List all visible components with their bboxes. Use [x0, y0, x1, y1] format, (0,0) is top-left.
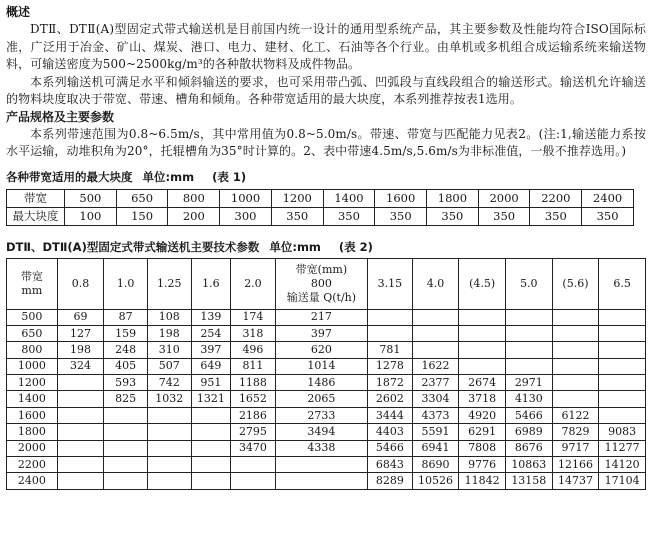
table2-capacity-cell: 1032	[147, 391, 191, 407]
table2-capacity-cell: 8690	[412, 457, 459, 473]
table2-capacity-cell	[599, 309, 646, 325]
table-row	[7, 375, 646, 391]
table2-capacity-cell	[459, 325, 506, 341]
table2-capacity-cell: 4130	[505, 391, 552, 407]
table2-capacity-cell: 3494	[275, 424, 367, 440]
table-row	[7, 325, 646, 341]
table2-capacity-cell: 825	[104, 391, 148, 407]
table2-capacity-cell: 2971	[505, 375, 552, 391]
table2-capacity-cell	[552, 391, 599, 407]
table2-capacity-cell: 217	[275, 309, 367, 325]
overview-paragraph-2: 本系列输送机可满足水平和倾斜输送的要求，也可采用带凸弧、凹弧段与直线段组合的输送形式。输送机允许输送的物料块度取决于带宽、带速、槽角和倾角。各种带宽适用的最大块度，本系列推荐按表1选用。	[6, 74, 646, 106]
table2-capacity-cell: 397	[191, 342, 231, 358]
table2-capacity-cell	[459, 358, 506, 374]
max-lump-size-table	[6, 189, 634, 226]
table2-capacity-cell	[104, 440, 148, 456]
table2-middle-header-line: 输送量 Q(t/h)	[286, 290, 357, 304]
table2-capacity-cell	[191, 440, 231, 456]
table2-capacity-cell	[104, 424, 148, 440]
table1-width-cell: 1200	[271, 189, 323, 207]
table2-capacity-cell: 11277	[599, 440, 646, 456]
table2-capacity-cell	[459, 342, 506, 358]
table2-capacity-cell: 8289	[368, 473, 413, 489]
table2-capacity-cell	[552, 325, 599, 341]
table1-width-cell: 1800	[427, 189, 479, 207]
table2-belt-width-cell: 500	[7, 309, 58, 325]
table2-belt-width-cell: 650	[7, 325, 58, 341]
spec-paragraph: 本系列带速范围为0.8~6.5m/s，其中常用值为0.8~5.0m/s。带速、带宽与匹配能力见表2。(注:1,输送能力系按水平运输，动堆积角为20°，托辊槽角为35°时计算的。2、表中带速4.5m/s,5.6m/s为非标准值，一般不推荐选用。)	[6, 126, 646, 158]
table2-speed-header: 2.0	[231, 258, 276, 309]
table2-middle-header	[275, 258, 367, 309]
table1-size-cell: 350	[530, 207, 582, 225]
table-row	[7, 342, 646, 358]
technical-parameters-table	[6, 258, 646, 490]
table2-capacity-cell	[459, 309, 506, 325]
table2-belt-width-cell: 1400	[7, 391, 58, 407]
table1-width-cell: 1000	[220, 189, 272, 207]
table2-capacity-cell	[368, 309, 413, 325]
table2-caption-line	[6, 239, 646, 255]
table2-caption: DTⅡ、DTⅡ(A)型固定式带式输送机主要技术参数	[6, 239, 260, 254]
table2-capacity-cell: 14120	[599, 457, 646, 473]
table1-unit: 单位:mm	[142, 169, 195, 184]
table2-speed-header: (4.5)	[459, 258, 506, 309]
table2-capacity-cell: 405	[104, 358, 148, 374]
table2-capacity-cell	[505, 325, 552, 341]
table2-capacity-cell	[57, 391, 104, 407]
table2-capacity-cell: 2674	[459, 375, 506, 391]
table2-capacity-cell	[368, 325, 413, 341]
table2-capacity-cell: 1872	[368, 375, 413, 391]
table2-capacity-cell	[57, 473, 104, 489]
table2-capacity-cell	[147, 424, 191, 440]
table2-capacity-cell: 4920	[459, 407, 506, 423]
table2-capacity-cell	[505, 309, 552, 325]
table2-corner-header: 带宽 mm	[7, 258, 58, 309]
table2-capacity-cell: 139	[191, 309, 231, 325]
table2-capacity-cell	[599, 391, 646, 407]
table2-capacity-cell: 781	[368, 342, 413, 358]
table2-capacity-cell	[599, 358, 646, 374]
table2-capacity-cell: 324	[57, 358, 104, 374]
table2-capacity-cell	[57, 375, 104, 391]
table2-speed-header: (5.6)	[552, 258, 599, 309]
table2-belt-width-cell: 2400	[7, 473, 58, 489]
table1-caption-line	[6, 169, 646, 185]
table2-capacity-cell	[599, 342, 646, 358]
table1-width-row	[7, 189, 634, 207]
table2-capacity-cell	[275, 457, 367, 473]
table2-capacity-cell: 14737	[552, 473, 599, 489]
table2-speed-header: 6.5	[599, 258, 646, 309]
table2-middle-header-line: 800	[310, 276, 332, 290]
table2-capacity-cell	[412, 309, 459, 325]
table2-capacity-cell	[191, 457, 231, 473]
table2-capacity-cell	[57, 407, 104, 423]
table2-capacity-cell: 811	[231, 358, 276, 374]
table1-width-cell: 800	[168, 189, 220, 207]
table2-capacity-cell: 6941	[412, 440, 459, 456]
table2-capacity-cell: 87	[104, 309, 148, 325]
table-row	[7, 391, 646, 407]
table1-row-label: 带宽	[7, 189, 65, 207]
table2-belt-width-cell: 1200	[7, 375, 58, 391]
table2-capacity-cell	[147, 473, 191, 489]
table2-capacity-cell: 2186	[231, 407, 276, 423]
table2-speed-header: 5.0	[505, 258, 552, 309]
table2-capacity-cell: 6843	[368, 457, 413, 473]
table2-belt-width-cell: 1600	[7, 407, 58, 423]
table2-capacity-cell: 69	[57, 309, 104, 325]
table2-capacity-cell: 9776	[459, 457, 506, 473]
table2-capacity-cell: 1188	[231, 375, 276, 391]
table2-capacity-cell: 4338	[275, 440, 367, 456]
table2-capacity-cell: 5591	[412, 424, 459, 440]
table2-capacity-cell: 1622	[412, 358, 459, 374]
table2-capacity-cell: 248	[104, 342, 148, 358]
table1-width-cell: 2000	[478, 189, 530, 207]
table2-capacity-cell: 496	[231, 342, 276, 358]
table1-size-cell: 350	[478, 207, 530, 225]
table2-capacity-cell	[104, 457, 148, 473]
table2-capacity-cell: 1014	[275, 358, 367, 374]
table2-capacity-cell	[552, 358, 599, 374]
table2-capacity-cell	[147, 440, 191, 456]
table2-capacity-cell: 198	[147, 325, 191, 341]
overview-paragraph-1: DTⅡ、DTⅡ(A)型固定式带式输送机是目前国内统一设计的通用型系统产品，其主要参数及性能均符合ISO国际标准，广泛用于冶金、矿山、煤炭、港口、电力、建材、化工、石油等各个行业。由单机或多机组合成运输系统来输送物料，可输送密度为500~2500kg/m³的各种散状物料及成件物品。	[6, 22, 646, 71]
table2-capacity-cell	[412, 342, 459, 358]
table2-capacity-cell: 3470	[231, 440, 276, 456]
table-row	[7, 473, 646, 489]
table2-capacity-cell: 742	[147, 375, 191, 391]
table2-capacity-cell	[231, 457, 276, 473]
table2-speed-header: 0.8	[57, 258, 104, 309]
table2-capacity-cell: 2065	[275, 391, 367, 407]
table1-size-cell: 300	[220, 207, 272, 225]
table2-capacity-cell	[505, 358, 552, 374]
table2-capacity-cell	[599, 325, 646, 341]
table2-capacity-cell: 7829	[552, 424, 599, 440]
table1-size-cell: 100	[65, 207, 117, 225]
table2-capacity-cell	[505, 342, 552, 358]
table2-capacity-cell: 4373	[412, 407, 459, 423]
table2-capacity-cell	[57, 440, 104, 456]
table2-belt-width-cell: 2000	[7, 440, 58, 456]
table2-capacity-cell: 397	[275, 325, 367, 341]
table2-capacity-cell: 593	[104, 375, 148, 391]
table2-capacity-cell: 13158	[505, 473, 552, 489]
table2-capacity-cell: 310	[147, 342, 191, 358]
table2-capacity-cell: 17104	[599, 473, 646, 489]
table2-capacity-cell	[57, 424, 104, 440]
table2-middle-header-line: 带宽(mm)	[295, 262, 348, 276]
table2-capacity-cell: 649	[191, 358, 231, 374]
table2-capacity-cell: 6989	[505, 424, 552, 440]
table-row	[7, 457, 646, 473]
table2-capacity-cell: 1486	[275, 375, 367, 391]
table1-size-row	[7, 207, 634, 225]
table2-belt-width-cell: 1800	[7, 424, 58, 440]
table2-capacity-cell: 3718	[459, 391, 506, 407]
table2-speed-header: 3.15	[368, 258, 413, 309]
table2-capacity-cell: 127	[57, 325, 104, 341]
overview-heading: 概述	[6, 5, 31, 19]
table2-capacity-cell: 9083	[599, 424, 646, 440]
table2-capacity-cell	[57, 457, 104, 473]
table2-capacity-cell: 12166	[552, 457, 599, 473]
table1-tag: (表 1)	[212, 169, 247, 184]
table2-capacity-cell: 254	[191, 325, 231, 341]
table1-width-cell: 500	[65, 189, 117, 207]
table2-capacity-cell: 1321	[191, 391, 231, 407]
table1-size-cell: 200	[168, 207, 220, 225]
table2-capacity-cell: 8676	[505, 440, 552, 456]
table2-capacity-cell	[191, 424, 231, 440]
table2-capacity-cell: 10526	[412, 473, 459, 489]
table1-size-cell: 350	[375, 207, 427, 225]
table2-capacity-cell	[104, 407, 148, 423]
table1-size-cell: 350	[271, 207, 323, 225]
table2-speed-header: 1.25	[147, 258, 191, 309]
table2-capacity-cell	[104, 473, 148, 489]
table2-capacity-cell	[412, 325, 459, 341]
table2-capacity-cell: 7808	[459, 440, 506, 456]
table2-capacity-cell: 11842	[459, 473, 506, 489]
table2-capacity-cell	[599, 375, 646, 391]
table2-header-row	[7, 258, 646, 309]
table1-width-cell: 2200	[530, 189, 582, 207]
table-row	[7, 309, 646, 325]
table2-belt-width-cell: 800	[7, 342, 58, 358]
table2-speed-header: 1.6	[191, 258, 231, 309]
table2-capacity-cell: 5466	[505, 407, 552, 423]
table2-capacity-cell: 6122	[552, 407, 599, 423]
table1-size-cell: 350	[323, 207, 375, 225]
table2-capacity-cell: 198	[57, 342, 104, 358]
table2-speed-header: 1.0	[104, 258, 148, 309]
table1-width-cell: 650	[116, 189, 168, 207]
table2-capacity-cell: 1652	[231, 391, 276, 407]
table2-capacity-cell: 620	[275, 342, 367, 358]
table-row	[7, 358, 646, 374]
table2-capacity-cell	[552, 342, 599, 358]
table1-row-label: 最大块度	[7, 207, 65, 225]
table2-tag: (表 2)	[338, 239, 373, 254]
table2-capacity-cell	[275, 473, 367, 489]
table2-unit: 单位:mm	[269, 239, 321, 254]
table1-width-cell: 2400	[582, 189, 634, 207]
table2-capacity-cell: 9717	[552, 440, 599, 456]
table1-size-cell: 350	[427, 207, 479, 225]
table2-capacity-cell	[552, 375, 599, 391]
table2-capacity-cell: 951	[191, 375, 231, 391]
document-page	[6, 4, 646, 490]
table2-capacity-cell: 3444	[368, 407, 413, 423]
table1-width-cell: 1600	[375, 189, 427, 207]
table2-capacity-cell: 3304	[412, 391, 459, 407]
table2-capacity-cell: 2602	[368, 391, 413, 407]
table2-capacity-cell: 2377	[412, 375, 459, 391]
table2-capacity-cell: 6291	[459, 424, 506, 440]
table2-capacity-cell	[147, 407, 191, 423]
table2-capacity-cell	[147, 457, 191, 473]
table2-capacity-cell: 507	[147, 358, 191, 374]
table-row	[7, 407, 646, 423]
table-row	[7, 424, 646, 440]
table1-caption: 各种带宽适用的最大块度	[6, 169, 133, 184]
table1-size-cell: 150	[116, 207, 168, 225]
table2-capacity-cell: 174	[231, 309, 276, 325]
table2-belt-width-cell: 1000	[7, 358, 58, 374]
table2-belt-width-cell: 2200	[7, 457, 58, 473]
table2-capacity-cell: 5466	[368, 440, 413, 456]
table2-capacity-cell: 159	[104, 325, 148, 341]
table-row	[7, 440, 646, 456]
table2-capacity-cell	[231, 473, 276, 489]
table2-capacity-cell	[191, 407, 231, 423]
spec-heading: 产品规格及主要参数	[6, 109, 115, 124]
table2-capacity-cell	[599, 407, 646, 423]
table2-capacity-cell	[191, 473, 231, 489]
table2-capacity-cell: 10863	[505, 457, 552, 473]
table2-capacity-cell: 4403	[368, 424, 413, 440]
table2-capacity-cell: 2733	[275, 407, 367, 423]
table2-capacity-cell: 108	[147, 309, 191, 325]
table2-capacity-cell: 318	[231, 325, 276, 341]
table2-speed-header: 4.0	[412, 258, 459, 309]
table1-width-cell: 1400	[323, 189, 375, 207]
table2-capacity-cell	[552, 309, 599, 325]
table1-size-cell: 350	[582, 207, 634, 225]
table2-capacity-cell: 1278	[368, 358, 413, 374]
table2-capacity-cell: 2795	[231, 424, 276, 440]
